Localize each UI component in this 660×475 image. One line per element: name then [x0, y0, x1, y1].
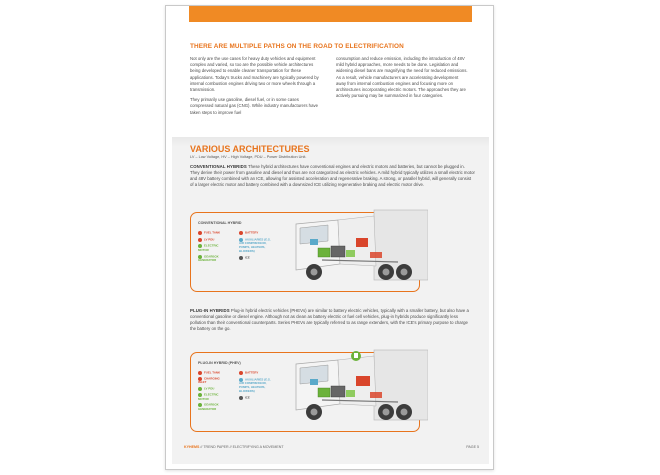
diagram-title: CONVENTIONAL HYBRID	[198, 221, 242, 225]
document-page	[165, 5, 494, 470]
legend-item: AUXILIARIES (E.G. AIR COMPRESSOR, PUMPS, HEATERS, BLOWERS)	[239, 376, 271, 393]
ice-icon	[239, 396, 243, 400]
fuel-tank-icon	[198, 231, 202, 235]
column-left	[190, 56, 322, 120]
fuel-tank-part	[370, 392, 382, 398]
electric-motor-part	[318, 388, 330, 397]
auxiliaries-part	[310, 239, 318, 245]
section-title-architectures: VARIOUS ARCHITECTURES	[190, 144, 310, 154]
battery-icon	[239, 371, 243, 375]
ice-icon	[239, 256, 243, 260]
gearbox-part	[346, 250, 355, 257]
legend-right	[239, 231, 273, 260]
lv-pdu-icon	[198, 238, 202, 242]
legend-item: FUEL TANK	[198, 371, 232, 375]
battery-icon	[239, 231, 243, 235]
truck-cutaway-illustration	[278, 208, 428, 296]
legend-item: ICE	[239, 396, 273, 400]
abbreviations-line: LV – Low Voltage, HV – High Voltage, PDU – Power Distribution Unit.	[190, 155, 307, 159]
header-band	[189, 6, 472, 22]
lead-conventional: CONVENTIONAL HYBRIDS	[190, 164, 247, 169]
paragraph-intro-1: Not only are the use cases for heavy duty vehicles and equipment complex and varied, so too are the possible vehicle architectures being developed to enable cleaner transportation for these applications. Today's trucks and machinery are typically powered by internal combustion engines driving two or more wheels through a transmission.	[190, 56, 319, 93]
legend-left	[198, 231, 232, 263]
legend-item: ELECTRIC MOTOR	[198, 243, 219, 252]
truck-cutaway-illustration	[278, 348, 428, 436]
battery-part	[356, 238, 368, 247]
legend-item: CHARGING INLET	[198, 376, 220, 385]
paragraph-plug-in-hybrids	[190, 308, 475, 332]
legend-item: LV PDU	[198, 238, 232, 242]
legend-item: LV PDU	[198, 387, 232, 391]
footer-left	[184, 445, 284, 449]
battery-part	[356, 376, 370, 386]
footer-trail: // TREND PAPER // ELECTRIFYING A MOVEMENT	[199, 445, 284, 449]
diagram-title: PLUG-IN HYBRID (PHEV)	[198, 361, 241, 365]
ice-part	[331, 246, 345, 257]
diagram-conventional-hybrid	[190, 212, 475, 298]
electric-motor-part	[318, 248, 330, 257]
lead-plug-in: PLUG-IN HYBRIDS	[190, 308, 230, 313]
legend-item: ICE	[239, 256, 273, 260]
legend-item: GEARBOX GENERATOR	[198, 402, 219, 411]
page-footer	[172, 442, 489, 454]
legend-item: AUXILIARIES (E.G. AIR COMPRESSOR, PUMPS, HEATERS, BLOWERS)	[239, 236, 271, 253]
text-conventional: These hybrid architectures have conventional engines and electric motors and batteries, but cannot be plugged in. They derive their power from gasoline and diesel and thus are not categorized as electric vehicles. A mild hybrid typically utilizes a small electric motor and 48V battery combined with an ICE, allowing for assisted acceleration and regenerative braking. A strong, or parallel hybrid, will generally consist of a larger electric motor and battery combined with a downsized ICE utilizing regenerative braking and electric motor drive.	[190, 164, 475, 188]
legend-item: BATTERY	[239, 371, 273, 375]
legend-item: FUEL TANK	[198, 231, 232, 235]
lv-pdu-icon	[198, 387, 202, 391]
legend-item: GEARBOX GENERATOR	[198, 254, 219, 263]
legend-left	[198, 371, 232, 411]
fuel-tank-icon	[198, 371, 202, 375]
diagram-plug-in-hybrid	[190, 352, 475, 438]
legend-item: BATTERY	[239, 231, 273, 235]
gearbox-part	[346, 390, 355, 397]
column-right	[336, 56, 468, 103]
section-title-paths: THERE ARE MULTIPLE PATHS ON THE ROAD TO ELECTRIFICATION	[190, 43, 404, 50]
auxiliaries-part	[310, 379, 318, 385]
text-plug-in: Plug-in hybrid electric vehicles (PHEVs) are similar to battery electric vehicles, typically with a smaller battery, but also have a conventional gasoline or diesel engine. Although not as clean as battery electric or fuel cell vehicles, plug-in hybrids produce significantly less pollution than their conventional counterparts. Series PHEVs are typically referred to as range extenders, with the ICE's primary purpose to charge the battery on the go.	[190, 308, 469, 332]
page-number: PAGE 5	[466, 445, 479, 449]
paragraph-conventional-hybrids	[190, 164, 475, 188]
legend-item: ELECTRIC MOTOR	[198, 392, 219, 401]
legend-right	[239, 371, 273, 400]
paragraph-intro-2: They primarily use gasoline, diesel fuel, or in some cases compressed natural gas (CNG). While industry manufacturers have taken steps to improve fuel	[190, 97, 319, 115]
ice-part	[331, 386, 345, 397]
footer-brand: KYHEMS	[184, 445, 200, 449]
fuel-tank-part	[370, 252, 382, 258]
paragraph-intro-3: consumption and reduce emission, including the introduction of 48V mild hybrid approaches, more needs to be done. Legislation and widening diesel bans are magnifying the need for reduced emissions. As a result, vehicle manufacturers are accelerating development away from internal combustion engines and focusing more on architectures incorporating electric motors. The approaches they are actively pursuing may be summarized in four categories.	[336, 56, 468, 99]
